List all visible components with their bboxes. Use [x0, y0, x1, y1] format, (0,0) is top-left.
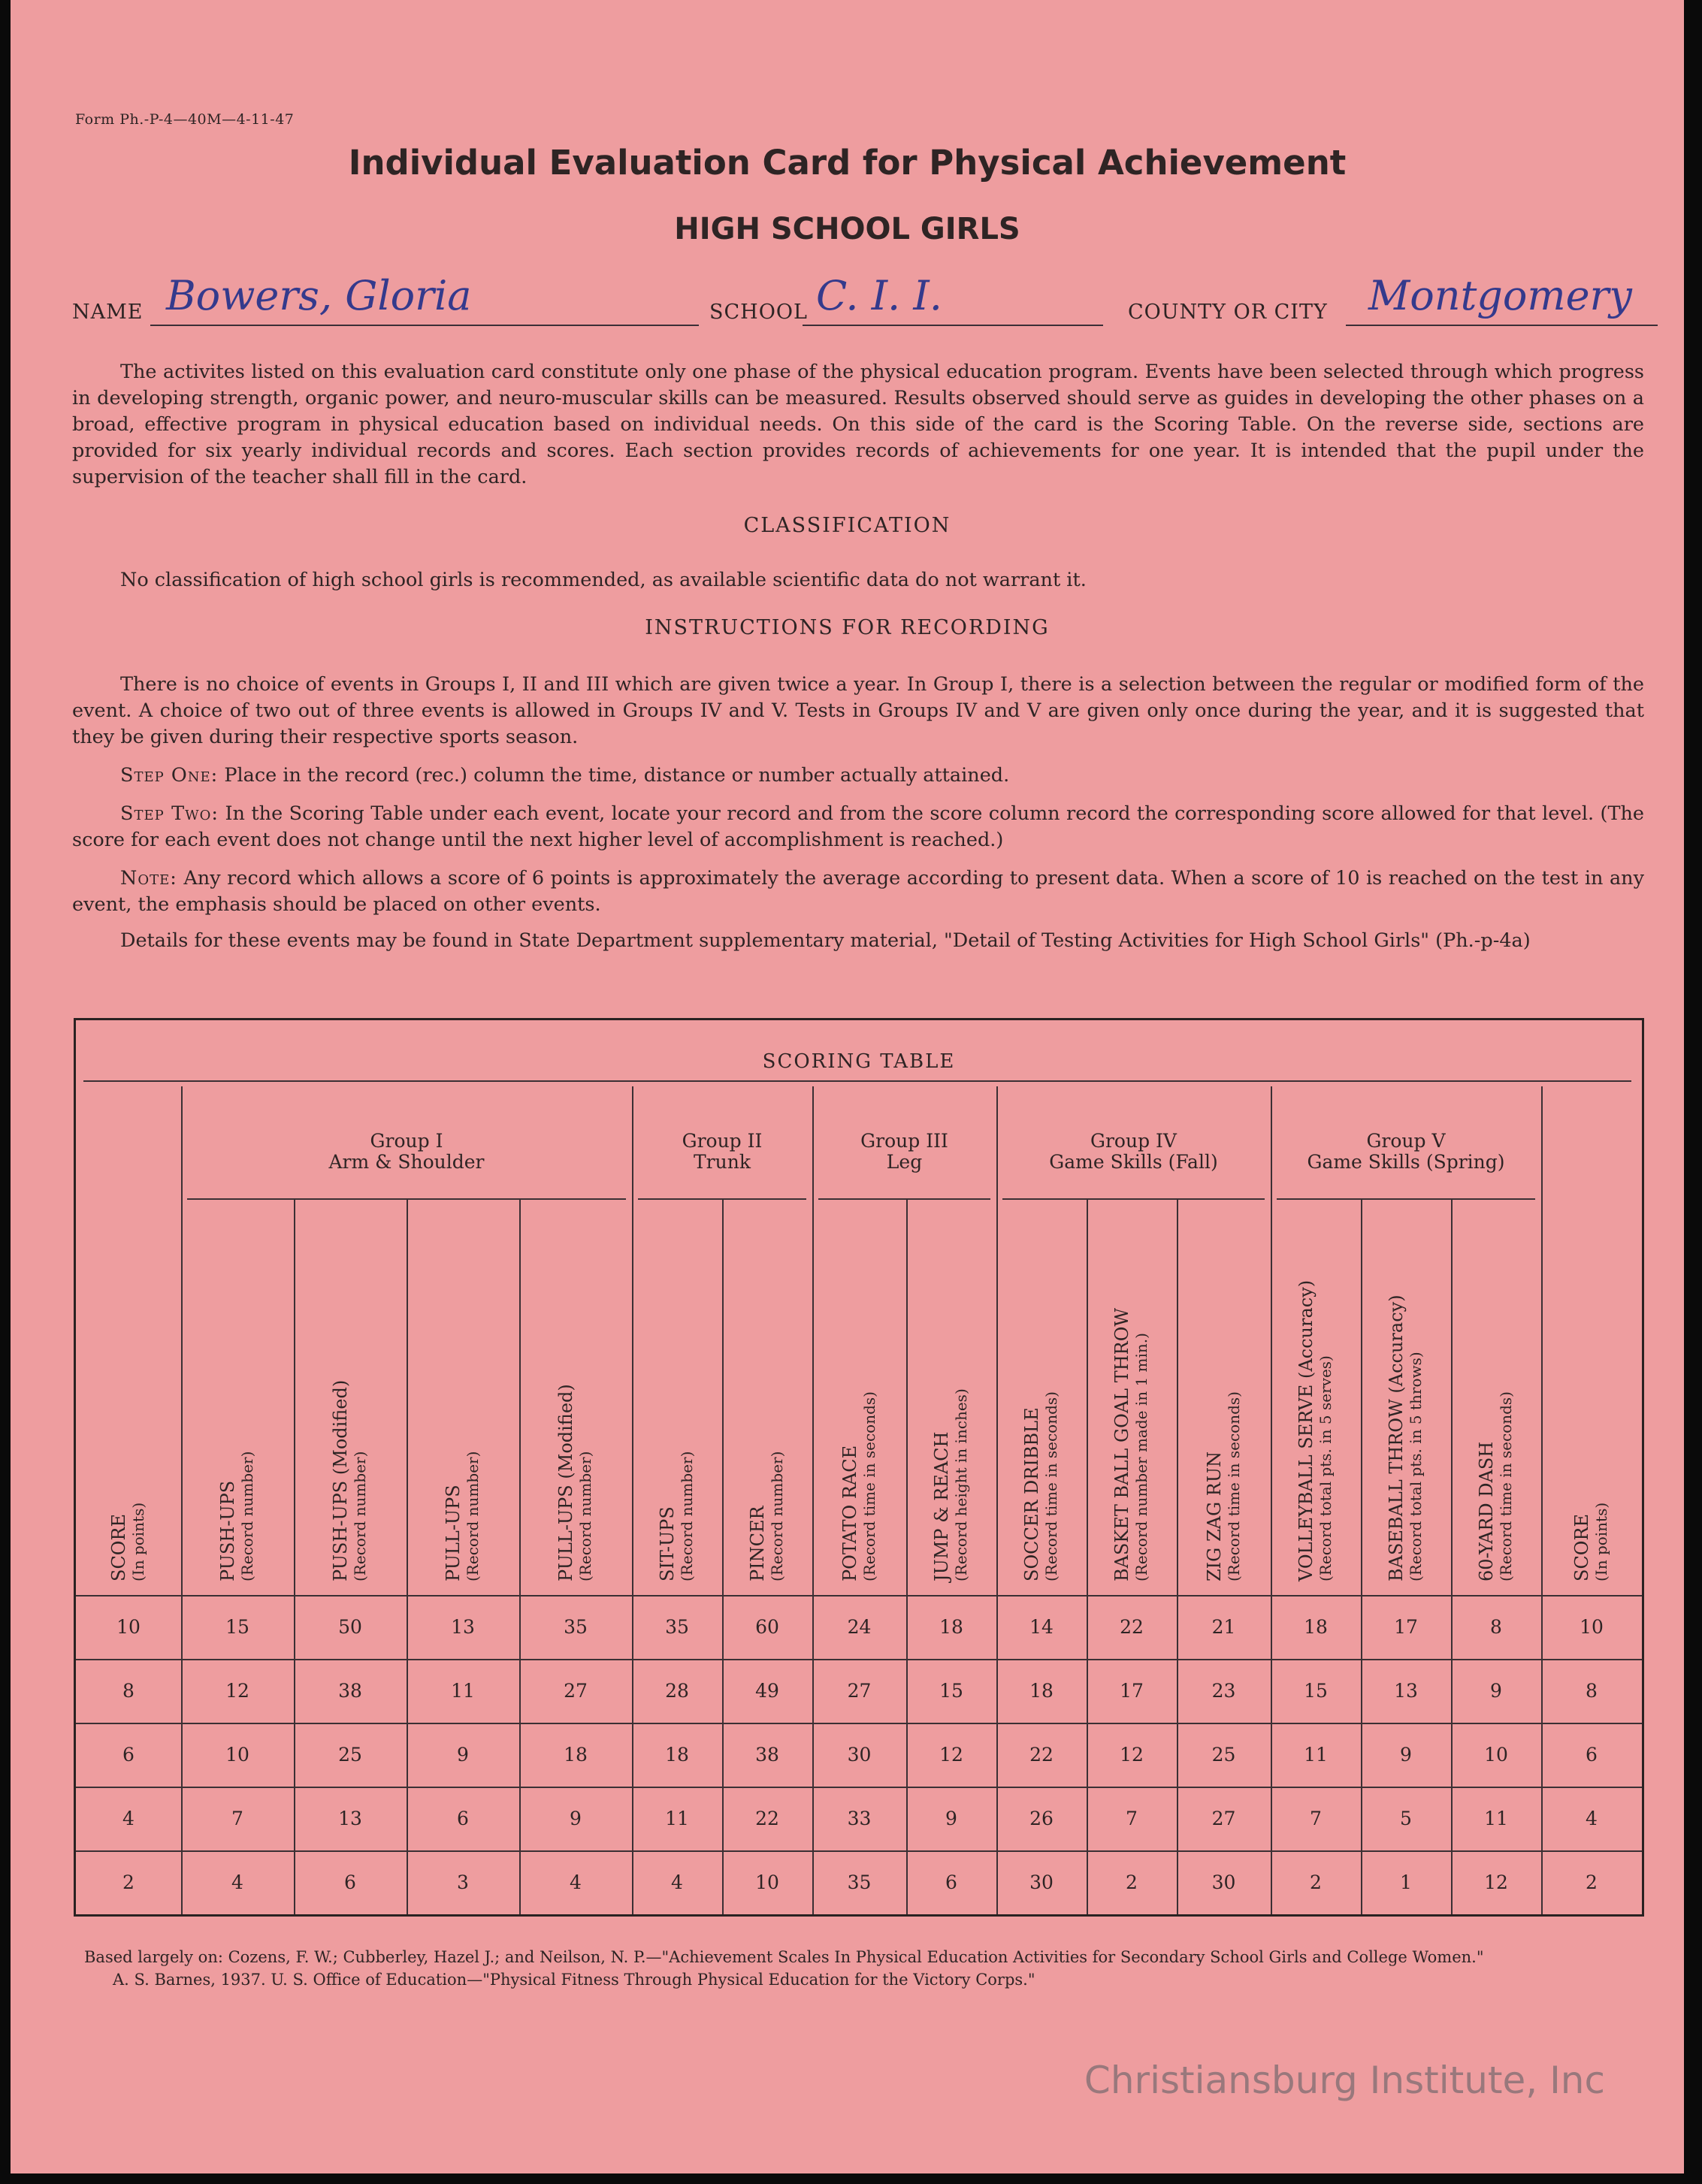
- instructions-paragraph: There is no choice of events in Groups I, II and III which are given twice a year. In Group I, there is a selection between the regular or modified form of the event. A choice of two out of three events is allowed in Groups IV and V. Tests in Groups IV and V are given only once during the year, and it is suggested that they be given during their respective sports season.: [72, 673, 1644, 748]
- column-header-unit: (In points): [129, 1502, 147, 1581]
- table-cell: 30: [1211, 1871, 1236, 1893]
- table-cell: 2: [1586, 1871, 1598, 1893]
- group-header: [1271, 1131, 1541, 1173]
- table-cell: 11: [665, 1808, 689, 1829]
- column-header: [932, 1388, 971, 1581]
- column-header-unit: (Record number): [576, 1451, 594, 1581]
- group-name: Group V: [1366, 1130, 1446, 1152]
- table-cell: 27: [1211, 1808, 1236, 1829]
- footer-citation: [84, 1946, 1647, 1991]
- table-cell: 5: [1400, 1808, 1412, 1829]
- classification-heading: CLASSIFICATION: [743, 514, 951, 537]
- group-name: Group I: [370, 1130, 443, 1152]
- note-label: Note:: [120, 867, 177, 890]
- column-header-unit: (Record number): [768, 1451, 786, 1581]
- column-header-unit: (Record time in seconds): [1497, 1391, 1515, 1581]
- column-header: [109, 1503, 148, 1581]
- table-cell: 10: [225, 1744, 249, 1766]
- step-two-label: Step Two:: [120, 802, 219, 825]
- table-cell: 15: [939, 1680, 963, 1702]
- column-header-name: PUSH-UPS: [217, 1480, 238, 1581]
- column-header: [1477, 1391, 1516, 1581]
- column-header-name: PULL-UPS (Modified): [555, 1384, 576, 1581]
- column-header: [1022, 1391, 1061, 1581]
- row-divider: [76, 1850, 1642, 1852]
- row-divider: [76, 1595, 1642, 1596]
- column-header-name: POTATO RACE: [839, 1445, 860, 1581]
- column-header-name: VOLLEYBALL SERVE (Accuracy): [1295, 1279, 1317, 1581]
- table-cell: 12: [225, 1680, 249, 1702]
- table-cell: 27: [847, 1680, 872, 1702]
- column-divider: [1541, 1086, 1543, 1914]
- table-cell: 2: [122, 1871, 135, 1893]
- name-value: Bowers, Gloria: [166, 272, 472, 319]
- column-header-name: SCORE: [1571, 1513, 1592, 1581]
- table-cell: 9: [1490, 1680, 1502, 1702]
- table-cell: 38: [755, 1744, 779, 1766]
- column-header: [1386, 1294, 1425, 1581]
- table-cell: 8: [1490, 1616, 1502, 1638]
- table-cell: 50: [338, 1616, 362, 1638]
- table-cell: 35: [665, 1616, 689, 1638]
- group-name: Group IV: [1090, 1130, 1177, 1152]
- table-cell: 38: [338, 1680, 362, 1702]
- group-rule: [638, 1198, 806, 1200]
- column-header-unit: (In points): [1592, 1502, 1610, 1581]
- table-cell: 9: [570, 1808, 582, 1829]
- table-cell: 11: [1484, 1808, 1508, 1829]
- table-cell: 9: [1400, 1744, 1412, 1766]
- table-cell: 6: [945, 1871, 957, 1893]
- table-cell: 11: [1304, 1744, 1328, 1766]
- column-header-unit: (Record total pts. in 5 throws): [1407, 1352, 1425, 1581]
- table-cell: 4: [570, 1871, 582, 1893]
- column-header-name: 60-YARD DASH: [1476, 1441, 1497, 1581]
- row-divider: [76, 1787, 1642, 1788]
- column-divider: [996, 1086, 998, 1914]
- column-header-unit: (Record number made in 1 min.): [1132, 1333, 1150, 1581]
- column-divider: [181, 1086, 183, 1914]
- county-label: COUNTY OR CITY: [1128, 301, 1328, 324]
- column-header: [658, 1451, 697, 1581]
- column-divider: [1271, 1086, 1272, 1914]
- table-cell: 4: [671, 1871, 683, 1893]
- table-cell: 26: [1029, 1808, 1054, 1829]
- form-number: Form Ph.-P-4—40M—4-11-47: [75, 111, 295, 128]
- group-description: Arm & Shoulder: [328, 1151, 485, 1173]
- name-line: [150, 325, 699, 326]
- county-line: [1346, 325, 1658, 326]
- column-header-name: PINCER: [747, 1506, 768, 1581]
- evaluation-card: [11, 0, 1684, 2173]
- column-header: [840, 1391, 879, 1581]
- table-cell: 60: [755, 1616, 779, 1638]
- table-cell: 10: [1580, 1616, 1604, 1638]
- table-cell: 6: [1586, 1744, 1598, 1766]
- group-header: [181, 1131, 632, 1173]
- table-cell: 15: [225, 1616, 249, 1638]
- table-cell: 18: [665, 1744, 689, 1766]
- table-rule: [83, 1080, 1631, 1082]
- table-cell: 7: [1126, 1808, 1138, 1829]
- row-divider: [76, 1659, 1642, 1660]
- column-header-unit: (Record time in seconds): [1224, 1391, 1243, 1581]
- table-cell: 6: [122, 1744, 135, 1766]
- column-header: [1572, 1503, 1611, 1581]
- table-cell: 33: [847, 1808, 872, 1829]
- step-one-label: Step One:: [120, 764, 219, 787]
- column-header-unit: (Record height in inches): [952, 1388, 970, 1581]
- table-cell: 18: [1029, 1680, 1054, 1702]
- column-header-name: BASEBALL THROW (Accuracy): [1386, 1294, 1407, 1581]
- column-divider: [812, 1086, 814, 1914]
- table-cell: 35: [564, 1616, 588, 1638]
- table-cell: 24: [847, 1616, 872, 1638]
- table-cell: 21: [1211, 1616, 1236, 1638]
- table-cell: 9: [457, 1744, 469, 1766]
- column-header: [443, 1451, 482, 1581]
- column-header: [748, 1451, 787, 1581]
- row-divider: [76, 1723, 1642, 1724]
- footer-line-1: Based largely on: Cozens, F. W.; Cubberley, Hazel J.; and Neilson, N. P.—"Achievement Scales In Physical Education Activities for Secondary School Girls and College Women.": [84, 1948, 1484, 1966]
- column-header-name: ZIG ZAG RUN: [1203, 1451, 1225, 1581]
- table-cell: 18: [564, 1744, 588, 1766]
- table-cell: 8: [1586, 1680, 1598, 1702]
- group-name: Group II: [682, 1130, 763, 1152]
- column-header: [1296, 1280, 1335, 1581]
- group-rule: [187, 1198, 626, 1200]
- group-header: [632, 1131, 812, 1173]
- classification-text: No classification of high school girls is recommended, as available scientific data do not warrant it.: [120, 569, 1087, 591]
- details-text: Details for these events may be found in State Department supplementary material, "Detail of Testing Activities for High School Girls" (Ph.-p-4a): [120, 929, 1531, 952]
- step-one-text: Place in the record (rec.) column the time, distance or number actually attained.: [224, 764, 1010, 787]
- scoring-table-title: SCORING TABLE: [762, 1050, 956, 1073]
- table-cell: 23: [1211, 1680, 1236, 1702]
- group-description: Leg: [886, 1151, 923, 1173]
- table-cell: 7: [231, 1808, 243, 1829]
- name-label: NAME: [72, 301, 144, 324]
- card-subtitle: HIGH SCHOOL GIRLS: [674, 212, 1020, 246]
- table-cell: 2: [1310, 1871, 1322, 1893]
- step-two-text: In the Scoring Table under each event, locate your record and from the score column record the corresponding score allowed for that level. (The score for each event does not change until the next higher level of accomplishment is reached.): [72, 802, 1644, 851]
- footer-line-2: A. S. Barnes, 1937. U. S. Office of Education—"Physical Fitness Through Physical Education for the Victory Corps.": [113, 1971, 1035, 1989]
- table-cell: 30: [1029, 1871, 1054, 1893]
- scoring-table: [74, 1018, 1644, 1917]
- table-cell: 25: [338, 1744, 362, 1766]
- table-cell: 9: [945, 1808, 957, 1829]
- table-cell: 4: [231, 1871, 243, 1893]
- table-cell: 12: [939, 1744, 963, 1766]
- column-header-unit: (Record time in seconds): [860, 1391, 878, 1581]
- step-two: [72, 801, 1644, 853]
- column-header: [331, 1380, 370, 1581]
- column-header-name: JUMP & REACH: [931, 1431, 952, 1581]
- table-cell: 22: [1029, 1744, 1054, 1766]
- table-cell: 17: [1394, 1616, 1418, 1638]
- school-label: SCHOOL: [709, 301, 808, 324]
- group-rule: [818, 1198, 990, 1200]
- group-description: Game Skills (Fall): [1049, 1151, 1218, 1173]
- column-header-unit: (Record number): [464, 1451, 482, 1581]
- table-cell: 18: [1304, 1616, 1328, 1638]
- table-cell: 22: [755, 1808, 779, 1829]
- table-cell: 10: [1484, 1744, 1508, 1766]
- group-rule: [1002, 1198, 1265, 1200]
- column-header-unit: (Record time in seconds): [1042, 1391, 1060, 1581]
- column-header: [1112, 1308, 1151, 1581]
- table-cell: 11: [451, 1680, 475, 1702]
- table-cell: 14: [1029, 1616, 1054, 1638]
- column-header-unit: (Record number): [238, 1451, 256, 1581]
- table-cell: 7: [1310, 1808, 1322, 1829]
- table-cell: 13: [451, 1616, 475, 1638]
- table-cell: 6: [344, 1871, 356, 1893]
- column-header-name: SCORE: [108, 1513, 129, 1581]
- table-cell: 8: [122, 1680, 135, 1702]
- table-cell: 13: [1394, 1680, 1418, 1702]
- group-name: Group III: [860, 1130, 948, 1152]
- column-divider: [632, 1086, 633, 1914]
- table-cell: 4: [1586, 1808, 1598, 1829]
- table-cell: 10: [755, 1871, 779, 1893]
- table-cell: 3: [457, 1871, 469, 1893]
- note: [72, 865, 1644, 918]
- table-cell: 2: [1126, 1871, 1138, 1893]
- table-cell: 35: [847, 1871, 872, 1893]
- column-header-name: SIT-UPS: [657, 1506, 678, 1581]
- table-cell: 4: [122, 1808, 135, 1829]
- group-description: Trunk: [694, 1151, 751, 1173]
- intro-paragraph: The activites listed on this evaluation card constitute only one phase of the physical education program. Events have been selected through which progress in developing strength, organic power, and neuro-muscular skills can be measured. Results observed should serve as guides in developing the other phases on a broad, effective program in physical education based on individual needs. On this side of the card is the Scoring Table. On the reverse side, sections are provided for six yearly individual records and scores. Each section provides records of achievements for one year. It is intended that the pupil under the supervision of the teacher shall fill in the card.: [72, 361, 1644, 488]
- watermark: Christiansburg Institute, Inc: [1084, 2059, 1605, 2102]
- column-header-name: PUSH-UPS (Modified): [330, 1379, 351, 1581]
- table-cell: 10: [116, 1616, 141, 1638]
- card-title: Individual Evaluation Card for Physical Achievement: [348, 143, 1347, 183]
- table-cell: 17: [1120, 1680, 1144, 1702]
- student-fields: [72, 272, 1665, 331]
- table-cell: 6: [457, 1808, 469, 1829]
- column-header-unit: (Record number): [351, 1451, 369, 1581]
- table-cell: 49: [755, 1680, 779, 1702]
- group-header: [812, 1131, 996, 1173]
- step-one: [72, 763, 1644, 789]
- column-header: [1205, 1391, 1244, 1581]
- column-header-name: SOCCER DRIBBLE: [1021, 1407, 1042, 1581]
- column-header-name: PULL-UPS: [443, 1485, 464, 1581]
- column-header: [218, 1451, 257, 1581]
- group-rule: [1277, 1198, 1535, 1200]
- column-header-unit: (Record total pts. in 5 serves): [1317, 1355, 1335, 1581]
- table-cell: 12: [1120, 1744, 1144, 1766]
- table-cell: 27: [564, 1680, 588, 1702]
- column-header: [556, 1384, 595, 1581]
- school-value: C. I. I.: [816, 272, 942, 319]
- school-line: [803, 325, 1103, 326]
- group-description: Game Skills (Spring): [1307, 1151, 1505, 1173]
- table-cell: 15: [1304, 1680, 1328, 1702]
- table-cell: 28: [665, 1680, 689, 1702]
- column-header-name: BASKET BALL GOAL THROW: [1111, 1307, 1132, 1581]
- note-text: Any record which allows a score of 6 points is approximately the average according to present data. When a score of 10 is reached on the test in any event, the emphasis should be placed on other events.: [72, 867, 1644, 916]
- table-cell: 12: [1484, 1871, 1508, 1893]
- instructions-heading: INSTRUCTIONS FOR RECORDING: [645, 616, 1050, 639]
- county-value: Montgomery: [1368, 272, 1632, 319]
- group-header: [996, 1131, 1271, 1173]
- table-cell: 13: [338, 1808, 362, 1829]
- table-cell: 25: [1211, 1744, 1236, 1766]
- table-cell: 22: [1120, 1616, 1144, 1638]
- column-header-unit: (Record number): [678, 1451, 696, 1581]
- table-cell: 18: [939, 1616, 963, 1638]
- table-cell: 1: [1400, 1871, 1412, 1893]
- table-cell: 30: [847, 1744, 872, 1766]
